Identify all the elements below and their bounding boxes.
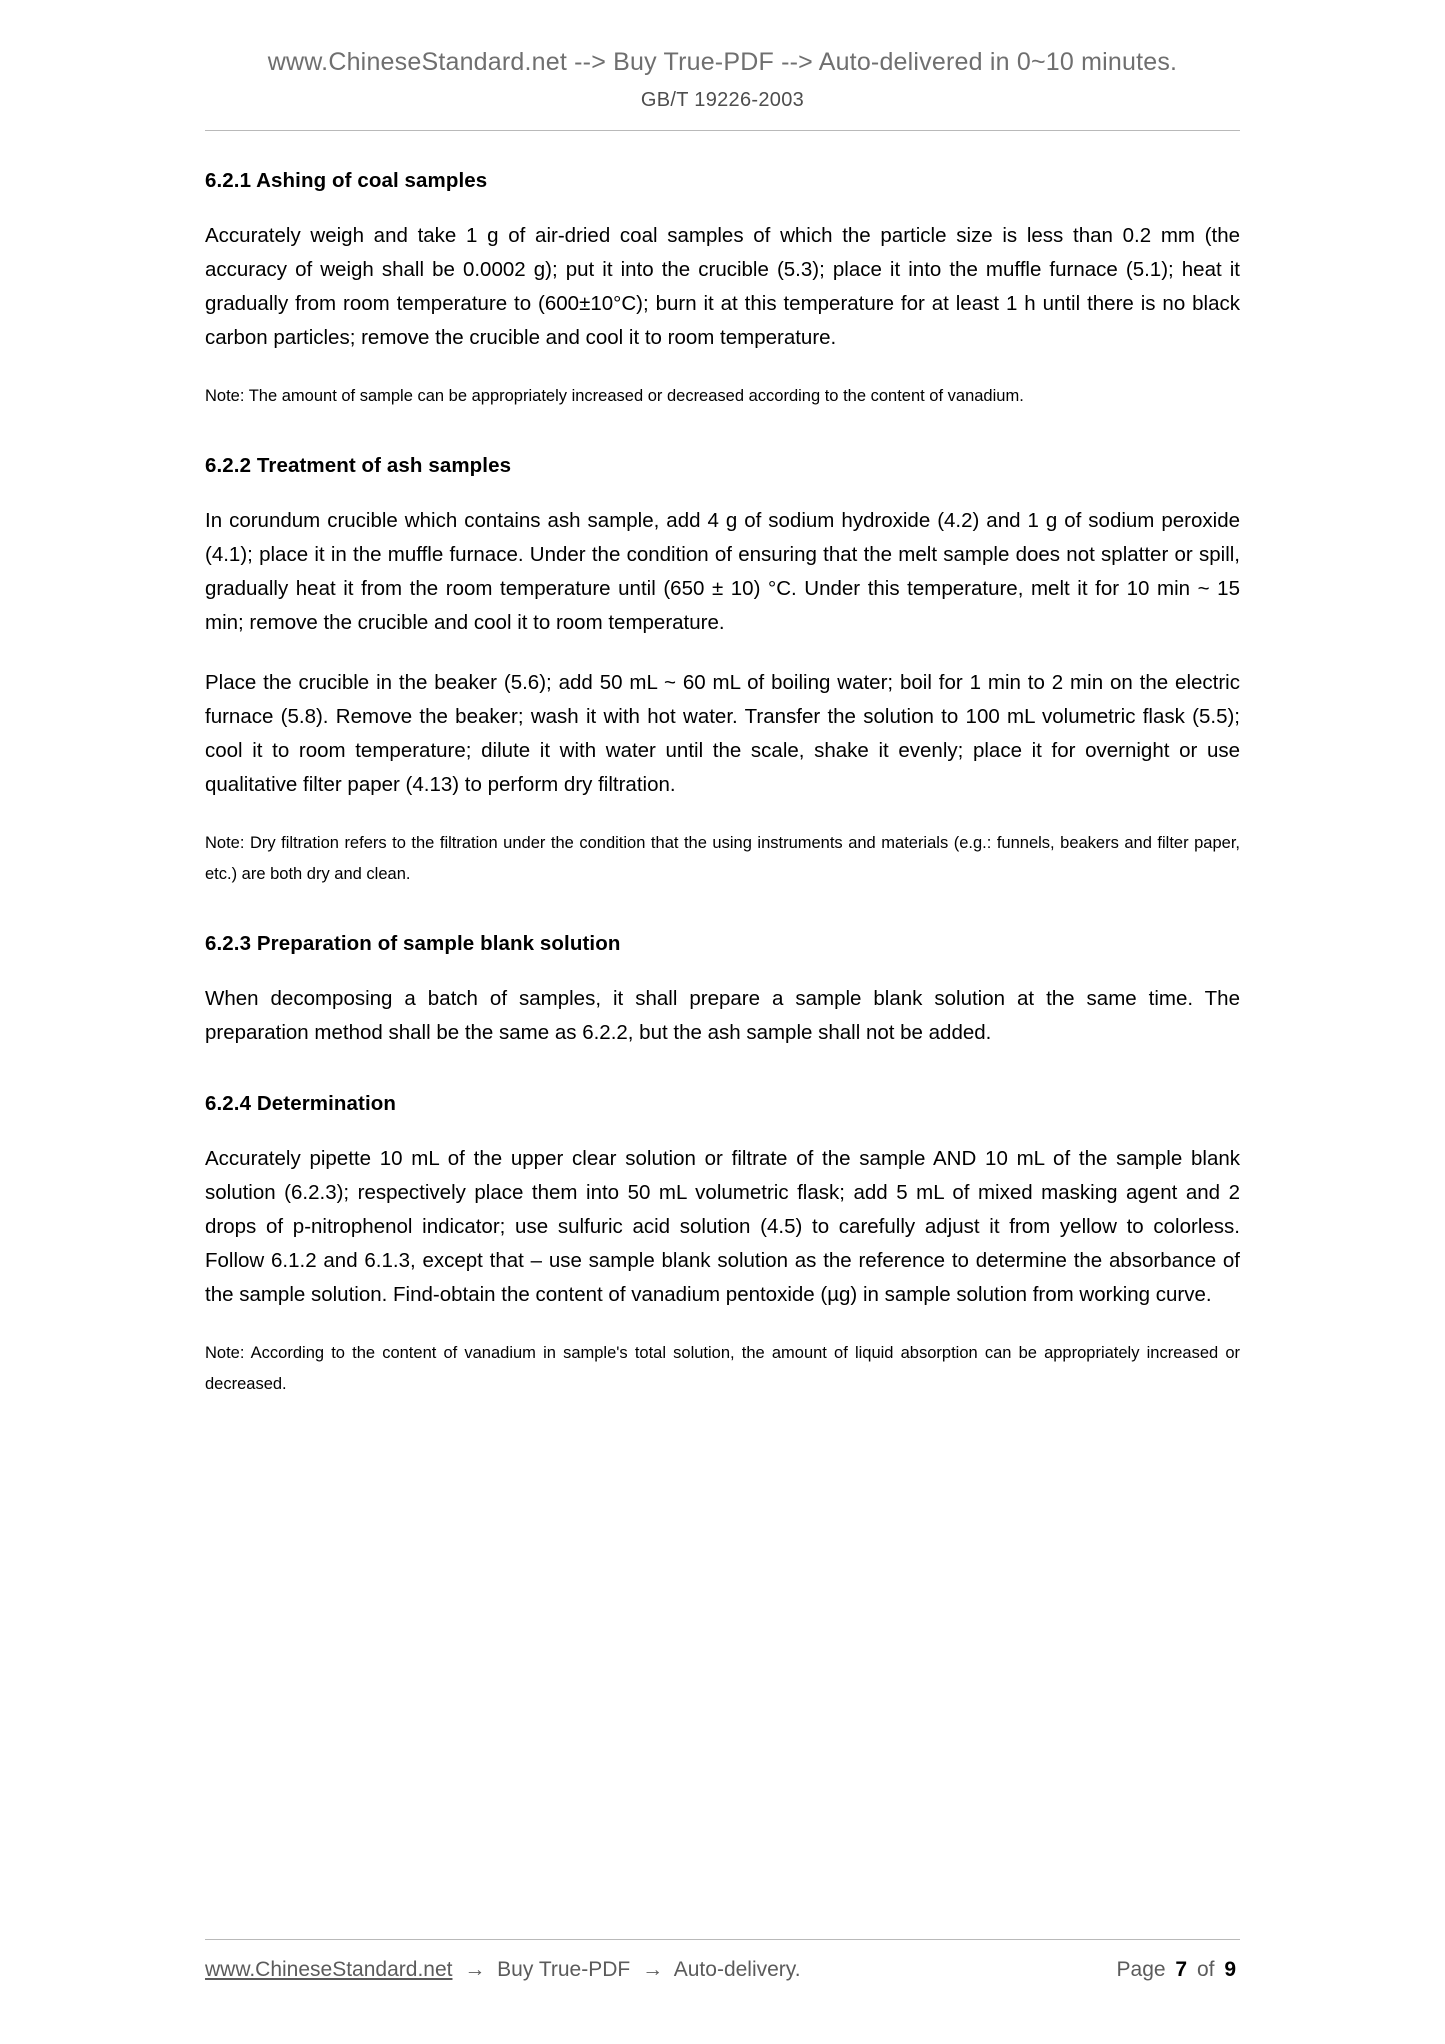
footer-delivery-text: Auto-delivery. [673, 1958, 801, 1981]
arrow-right-icon-2: → [642, 1958, 664, 1981]
page-footer [205, 1939, 1240, 1982]
arrow-right-icon-1: → [464, 1958, 486, 1981]
section-heading-6-2-2: 6.2.2 Treatment of ash samples [205, 454, 512, 477]
page-indicator [1117, 1958, 1240, 1982]
footer-site-link[interactable]: www.ChineseStandard.net [205, 1958, 453, 1981]
note-6-2-2: Note: Dry filtration refers to the filtration under the condition that the using instruments and materials (e.g.: funnels, beakers and filter paper, etc.) are both dry and clean. [205, 834, 1240, 883]
of-label: of [1196, 1958, 1215, 1981]
page-label: Page [1116, 1958, 1166, 1981]
standard-code: GB/T 19226-2003 [640, 89, 805, 111]
footer-buy-text: Buy True-PDF [497, 1958, 631, 1981]
page-header [0, 0, 1445, 112]
page-number: 7 [1175, 1958, 1188, 1981]
section-heading-6-2-1: 6.2.1 Ashing of coal samples [205, 169, 488, 192]
section-heading-6-2-3: 6.2.3 Preparation of sample blank solution [205, 932, 621, 955]
paragraph-6-2-1-1: Accurately weigh and take 1 g of air-dried coal samples of which the particle size is less than 0.2 mm (the accuracy of weigh shall be 0.0002 g); put it into the crucible (5.3); place it into the muffle furnace (5.1); heat it gradually from room temperature to (600±10°C); burn it at this temperature for at least 1 h until there is no black carbon particles; remove the crucible and cool it to room temperature. [205, 224, 1240, 349]
footer-row [205, 1958, 1240, 1982]
paragraph-6-2-4-1: Accurately pipette 10 mL of the upper clear solution or filtrate of the sample AND 10 mL of the sample blank solution (6.2.3); respectively place them into 50 mL volumetric flask; add 5 mL of mixed masking agent and 2 drops of p-nitrophenol indicator; use sulfuric acid solution (4.5) to carefully adjust it from yellow to colorless. Follow 6.1.2 and 6.1.3, except that – use sample blank solution as the reference to determine the absorbance of the sample solution. Find-obtain the content of vanadium pentoxide (µg) in sample solution from working curve. [205, 1147, 1240, 1306]
paragraph-6-2-2-2: Place the crucible in the beaker (5.6); add 50 mL ~ 60 mL of boiling water; boil for 1 min to 2 min on the electric furnace (5.8). Remove the beaker; wash it with hot water. Transfer the solution to 100 mL volumetric flask (5.5); cool it to room temperature; dilute it with water until the scale, shake it evenly; place it for overnight or use qualitative filter paper (4.13) to perform dry filtration. [205, 671, 1240, 796]
footer-divider [205, 1939, 1240, 1940]
note-6-2-1: Note: The amount of sample can be appropriately increased or decreased according to the content of vanadium. [205, 387, 1024, 405]
footer-promo [205, 1958, 1117, 1982]
section-heading-6-2-4: 6.2.4 Determination [205, 1092, 397, 1115]
paragraph-6-2-3-1: When decomposing a batch of samples, it shall prepare a sample blank solution at the same time. The preparation method shall be the same as 6.2.2, but the ash sample shall not be added. [205, 987, 1240, 1044]
promo-banner: www.ChineseStandard.net --> Buy True-PDF --> Auto-delivered in 0~10 minutes. [267, 48, 1178, 76]
note-6-2-4: Note: According to the content of vanadium in sample's total solution, the amount of liquid absorption can be appropriately increased or decreased. [205, 1344, 1240, 1393]
paragraph-6-2-2-1: In corundum crucible which contains ash sample, add 4 g of sodium hydroxide (4.2) and 1 g of sodium peroxide (4.1); place it in the muffle furnace. Under the condition of ensuring that the melt sample does not splatter or spill, gradually heat it from the room temperature until (650 ± 10) °C. Under this temperature, melt it for 10 min ~ 15 min; remove the crucible and cool it to room temperature. [205, 509, 1240, 634]
total-pages: 9 [1224, 1958, 1236, 1981]
document-body [205, 131, 1240, 1400]
